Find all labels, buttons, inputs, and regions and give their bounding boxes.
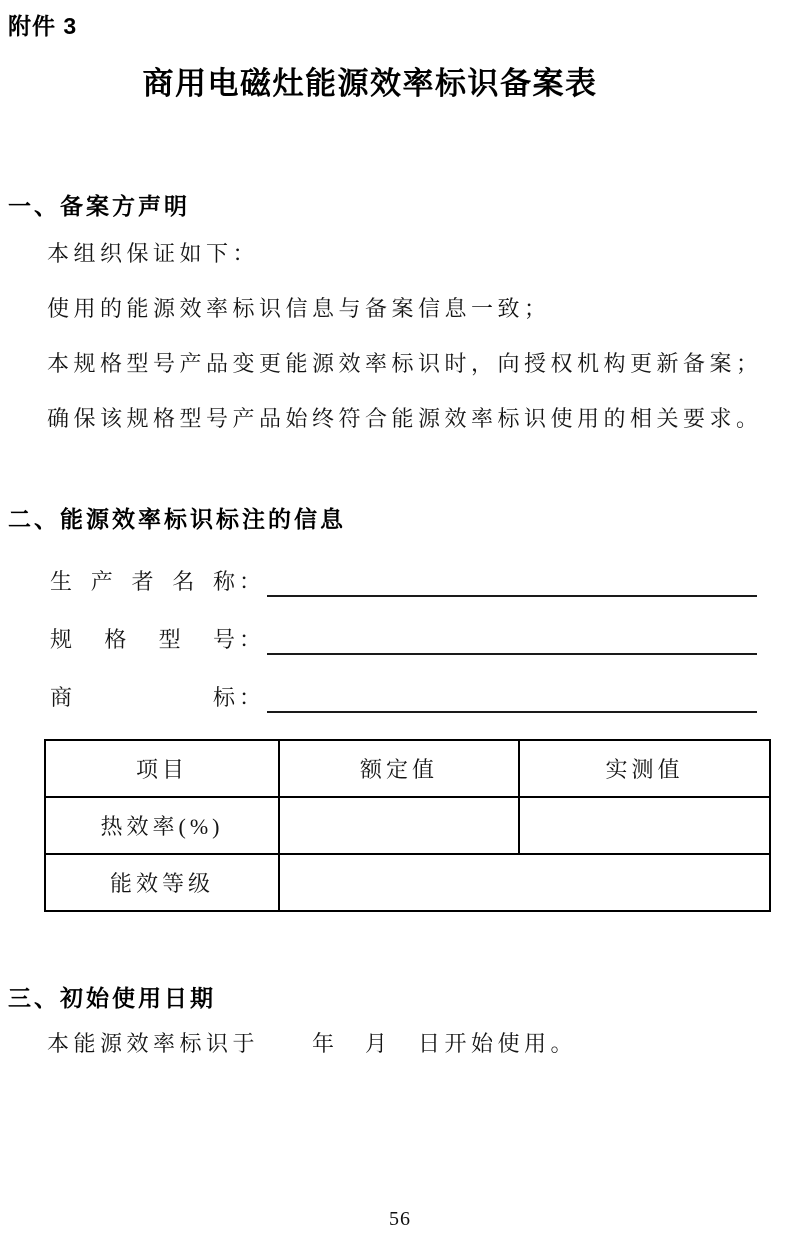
attachment-label: 附件 3 (8, 13, 78, 39)
trademark-field-row (50, 679, 757, 713)
manufacturer-field-row (50, 563, 757, 597)
model-field-line (267, 623, 757, 655)
manufacturer-field-line (267, 565, 757, 597)
energy-grade-value-cell (279, 854, 770, 911)
initial-use-text: 本能源效率标识于 年 月 日开始使用。 (47, 1031, 578, 1056)
trademark-field-line (267, 681, 757, 713)
trademark-field-label: 商标 (50, 685, 235, 710)
declaration-paragraph: 本规格型号产品变更能源效率标识时，向授权机构更新备案； (47, 351, 763, 376)
field-colon: ： (239, 685, 262, 710)
table-header-rated: 额定值 (279, 740, 519, 797)
thermal-efficiency-label-cell: 热效率(%) (45, 797, 279, 854)
table-header-item: 项目 (45, 740, 279, 797)
field-colon: ： (239, 569, 262, 594)
model-field-row (50, 621, 757, 655)
spec-table (44, 739, 771, 912)
page-number: 56 (389, 1208, 411, 1230)
thermal-efficiency-rated-cell (279, 797, 519, 854)
table-row (45, 854, 770, 911)
section-label-info-heading: 二、能源效率标识标注的信息 (8, 506, 346, 532)
declaration-paragraph: 确保该规格型号产品始终符合能源效率标识使用的相关要求。 (47, 406, 763, 431)
section-declaration-heading: 一、备案方声明 (8, 193, 190, 219)
field-colon: ： (239, 627, 262, 652)
table-header-row (45, 740, 770, 797)
thermal-efficiency-measured-cell (519, 797, 770, 854)
table-header-measured: 实测值 (519, 740, 770, 797)
declaration-paragraph: 使用的能源效率标识信息与备案信息一致； (47, 296, 551, 321)
section-initial-use-heading: 三、初始使用日期 (8, 985, 216, 1011)
declaration-paragraph: 本组织保证如下： (47, 241, 260, 266)
energy-grade-label-cell: 能效等级 (45, 854, 279, 911)
page-title: 商用电磁灶能源效率标识备案表 (142, 66, 598, 101)
model-field-label: 规格型号 (50, 627, 235, 652)
manufacturer-field-label: 生产者名称 (50, 569, 235, 594)
table-row (45, 797, 770, 854)
